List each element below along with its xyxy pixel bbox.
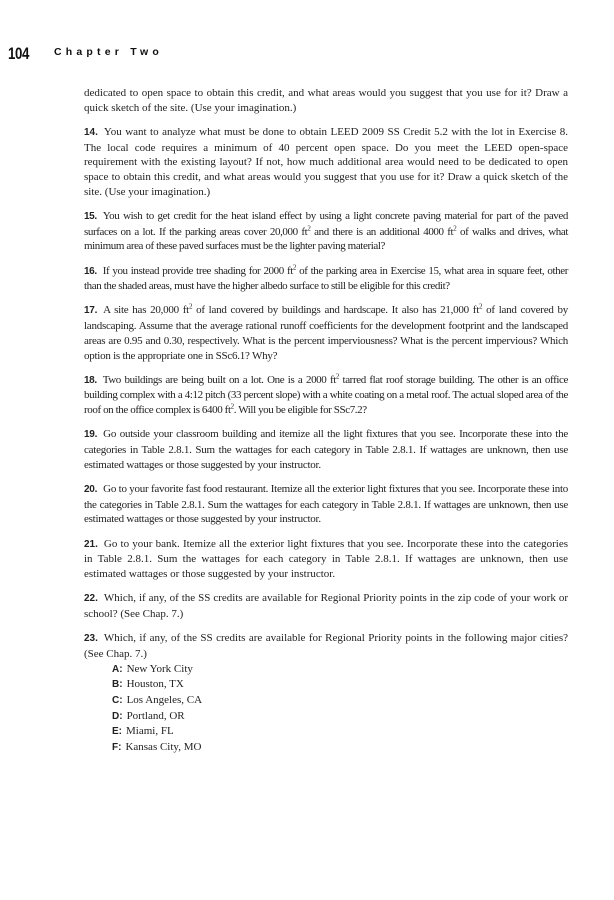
option-letter: C: [112,694,123,706]
option-letter: A: [112,663,123,675]
exercise-17 [84,303,568,363]
exercise-number: 18. [84,374,97,386]
list-item [84,662,568,678]
exercise-18 [84,373,568,418]
exercise-list [84,86,568,767]
option-city: New York City [126,662,193,675]
running-head-chapter: Chapter Two [54,46,164,58]
list-item [84,709,568,725]
superscript: 2 [188,302,193,311]
exercise-text: Which, if any, of the SS credits are available for Regional Priority points in the following major cities? (See Chap. 7.) [84,632,568,660]
option-letter: E: [112,726,122,738]
option-city: Los Angeles, CA [126,693,203,706]
superscript: 2 [453,223,457,232]
exercise-number: 15. [84,210,97,222]
list-item [84,740,568,756]
exercise-text: If you instead provide tree shading for 2000 ft [102,264,293,277]
option-city: Miami, FL [126,725,174,738]
exercise-text: of walks and drives, what minimum area of these paved surfaces must be the lighter paving material? [84,225,568,253]
exercise-16 [84,264,568,294]
exercise-text: tarred flat roof storage building. The other is an office building complex with a 4:12 pitch (33 percent slope) with a white coating on a metal roof. The actual sloped area of the roof on the office complex is 6400 ft [84,373,568,417]
continuation-text: dedicated to open space to obtain this credit, and what areas would you suggest that you use for it? Draw a quick sketch of the site. (Use your imagination.) [84,87,568,114]
exercise-number: 17. [84,305,98,317]
option-letter: F: [112,742,122,754]
exercise-22 [84,591,568,621]
superscript: 2 [335,372,339,381]
superscript: 2 [479,302,483,311]
page-header [8,44,164,64]
list-item [84,693,568,709]
exercise-number: 21. [84,538,98,550]
exercise-number: 19. [84,429,98,441]
exercise-text: Go to your favorite fast food restaurant. Itemize all the exterior light fixtures that you see. Incorporate these into the categories in Table 2.8.1. Sum the wattages for each category in Table 2.8.1. If wattages are unknown, then use estimated wattages or those suggested by your instructor. [84,482,568,526]
exercise-text: Go to your bank. Itemize all the exterior light fixtures that you see. Incorporate these into the categories in Table 2.8.1. Sum the wattages for each category in Table 2.8.1. If wattages are unknown, then use estimated wattages or those suggested by your instructor. [84,537,568,580]
superscript: 2 [307,223,311,232]
option-city: Portland, OR [126,709,185,722]
page-number: 104 [8,44,29,63]
exercise-number: 22. [84,593,98,605]
exercise-text: . Will you be eligible for SSc7.2? [233,404,367,417]
exercise-14 [84,125,568,200]
exercise-text: of land covered by buildings and hardscape. It also has 21,000 ft [192,304,479,317]
exercise-23 [84,631,568,661]
exercise-text: You want to analyze what must be done to obtain LEED 2009 SS Credit 5.2 with the lot in Exercise 8. The local code requires a minimum of 40 percent open space. Do you meet the LEED open-space requirement with the existing layout? If not, how much additional area would need to be dedicated to open space to obtain this credit, and what areas would you suggest that you use for it? Draw a quick sketch of the site. (Use your imagination.) [84,125,568,198]
exercise-text: A site has 20,000 ft [103,304,189,317]
exercise-15 [84,209,568,254]
option-city: Kansas City, MO [125,741,202,754]
option-city: Houston, TX [126,678,184,691]
option-letter: B: [112,679,123,691]
list-item [84,724,568,740]
exercise-text: of the parking area in Exercise 15, what area in square feet, other than the shaded areas, must have the higher albedo surface to still be eligible for this credit? [84,264,568,293]
exercise-text: Two buildings are being built on a lot. One is a 2000 ft [102,373,336,386]
exercise-number: 14. [84,126,98,138]
exercise-text: You wish to get credit for the heat island effect by using a light concrete paving material for part of the paved surfaces on a lot. If the parking areas cover 20,000 ft [84,209,568,238]
exercise-21 [84,537,568,582]
superscript: 2 [292,262,296,271]
exercise-19 [84,427,568,472]
city-options [84,662,568,756]
exercise-text: of land covered by landscaping. Assume that the average rational runoff coefficients for the development footprint and the landscaped areas are 0.95 and 0.30, respectively. What is the percent imperviousness? What is the percent impervious? Which option is the appropriate one in SSc6.1? Why? [84,304,568,362]
superscript: 2 [230,402,234,411]
exercise-text: Which, if any, of the SS credits are available for Regional Priority points in the zip code of your work or school? (See Chap. 7.) [84,592,568,620]
exercise-text: Go outside your classroom building and itemize all the light fixtures that you see. Incorporate these into the categories in Table 2.8.1. Sum the wattages for each category in Table 2.8.1. If wattages are unknown, then use estimated wattages or those suggested by your instructor. [84,428,568,471]
list-item [84,677,568,693]
exercise-20 [84,482,568,527]
exercise-number: 23. [84,633,98,645]
exercise-number: 16. [84,265,97,277]
exercise-text: and there is an additional 4000 ft [310,225,454,238]
exercise-number: 20. [84,483,98,495]
option-letter: D: [112,710,123,722]
